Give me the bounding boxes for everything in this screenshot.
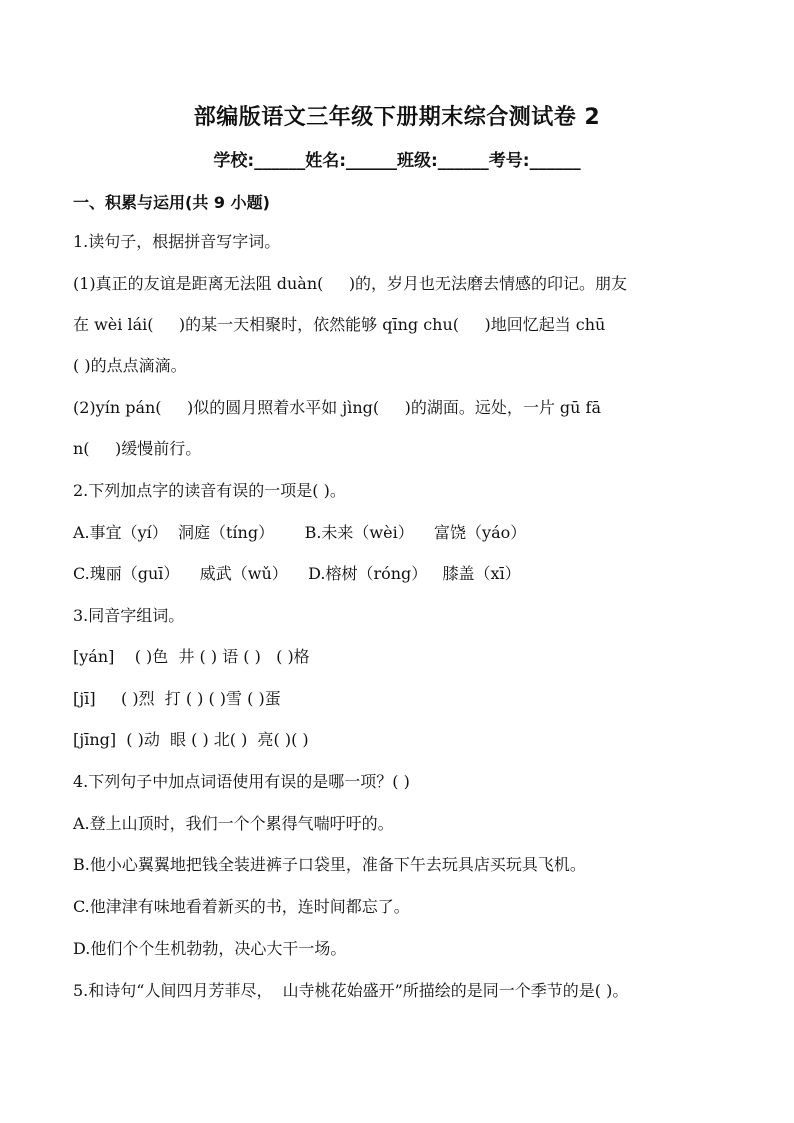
question-1-part-1-line-2: 在 wèi lái( )的某一天相聚时，依然能够 qīng chu( )地回忆起当 chū <box>73 315 606 334</box>
question-3-row-jing: [jīng] ( )动 眼 ( ) 北( ) 亮( )( ) <box>73 730 309 749</box>
question-2-options-cd: C.瑰丽（guī） 威武（wǔ） D.榕树（róng） 膝盖（xī） <box>73 564 521 583</box>
section-heading: 一、积累与运用(共 9 小题) <box>73 193 270 212</box>
question-4-option-a: A.登上山顶时，我们一个个累得气喘吁吁的。 <box>73 814 394 833</box>
question-1-part-2-line-1: (2)yín pán( )似的圆月照着水平如 jìng( )的湖面。远处，一片 gū fā <box>73 398 602 417</box>
page-title: 部编版语文三年级下册期末综合测试卷 2 <box>193 105 601 130</box>
question-1-part-1-line-3: ( )的点点滴滴。 <box>73 356 187 375</box>
question-1-part-2-line-2: n( )缓慢前行。 <box>73 439 202 458</box>
question-5: 5.和诗句“人间四月芳菲尽， 山寺桃花始盛开”所描绘的是同一个季节的是( )。 <box>73 981 629 1000</box>
question-3-row-ji: [jī] ( )烈 打 ( ) ( )雪 ( )蛋 <box>73 689 281 708</box>
question-4-option-d: D.他们个个生机勃勃，决心大干一场。 <box>73 939 347 958</box>
question-3: 3.同音字组词。 <box>73 606 185 625</box>
question-3-row-yan: [yán] ( )色 井 ( ) 语 ( ) ( )格 <box>73 647 310 666</box>
question-1-part-1-line-1: (1)真正的友谊是距离无法阻 duàn( )的，岁月也无法磨去情感的印记。朋友 <box>73 274 628 293</box>
question-1: 1.读句子，根据拼音写字词。 <box>73 232 281 251</box>
question-4-option-b: B.他小心翼翼地把钱全装进裤子口袋里，准备下午去玩具店买玩具飞机。 <box>73 855 586 874</box>
question-4-option-c: C.他津津有味地看着新买的书，连时间都忘了。 <box>73 897 410 916</box>
question-2-options-ab: A.事宜（yí） 洞庭（tíng） B.未来（wèi） 富饶（yáo） <box>73 523 527 542</box>
student-info-line: 学校:______姓名:______班级:______考号:______ <box>213 151 581 171</box>
question-4: 4.下列句子中加点词语使用有误的是哪一项？( ) <box>73 772 410 791</box>
question-2: 2.下列加点字的读音有误的一项是( )。 <box>73 481 346 500</box>
